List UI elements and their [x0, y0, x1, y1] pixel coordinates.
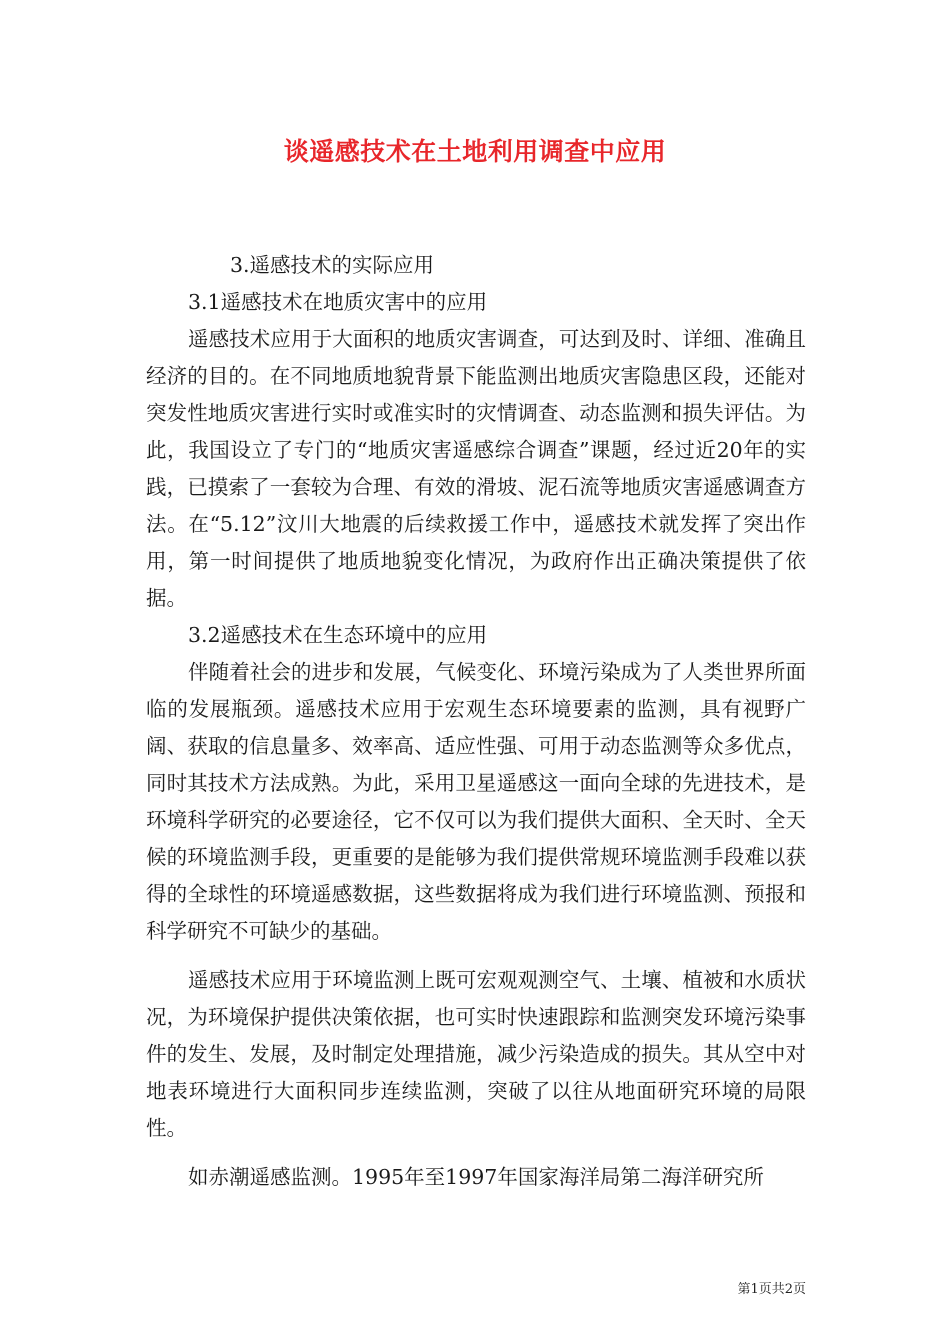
- document-body: [146, 247, 806, 1196]
- page-number: 第1页共2页: [737, 1282, 806, 1297]
- paragraph-red-tide: 如赤潮遥感监测。1995年至1997年国家海洋局第二海洋研究所: [188, 1165, 764, 1189]
- paragraph-monitoring: 遥感技术应用于环境监测上既可宏观观测空气、土壤、植被和水质状况，为环境保护提供决策依据，也可实时快速跟踪和监测突发环境污染事件的发生、发展，及时制定处理措施，减少污染造成的损失。其从空中对地表环境进行大面积同步连续监测，突破了以往从地面研究环境的局限性。: [146, 968, 806, 1140]
- document-title: 谈遥感技术在土地利用调查中应用: [283, 137, 667, 166]
- paragraph-spacer: [146, 1147, 806, 1159]
- subsection-heading-ecology: 3.2遥感技术在生态环境中的应用: [188, 623, 488, 647]
- subsection-heading-geology: 3.1遥感技术在地质灾害中的应用: [188, 290, 488, 314]
- paragraph-ecology: 伴随着社会的进步和发展，气候变化、环境污染成为了人类世界所面临的发展瓶颈。遥感技术应用于宏观生态环境要素的监测，具有视野广阔、获取的信息量多、效率高、适应性强、可用于动态监测等众多优点，同时其技术方法成熟。为此，采用卫星遥感这一面向全球的先进技术，是环境科学研究的必要途径，它不仅可以为我们提供大面积、全天时、全天候的环境监测手段，更重要的是能够为我们提供常规环境监测手段难以获得的全球性的环境遥感数据，这些数据将成为我们进行环境监测、预报和科学研究不可缺少的基础。: [146, 660, 806, 943]
- paragraph-geology: 遥感技术应用于大面积的地质灾害调查，可达到及时、详细、准确且经济的目的。在不同地质地貌背景下能监测出地质灾害隐患区段，还能对突发性地质灾害进行实时或准实时的灾情调查、动态监测和损失评估。为此，我国设立了专门的“地质灾害遥感综合调查”课题，经过近20年的实践，已摸索了一套较为合理、有效的滑坡、泥石流等地质灾害遥感调查方法。在“5.12”汶川大地震的后续救援工作中，遥感技术就发挥了突出作用，第一时间提供了地质地貌变化情况，为政府作出正确决策提供了依据。: [146, 327, 806, 610]
- paragraph-spacer: [146, 950, 806, 962]
- section-heading: 3.遥感技术的实际应用: [230, 253, 435, 277]
